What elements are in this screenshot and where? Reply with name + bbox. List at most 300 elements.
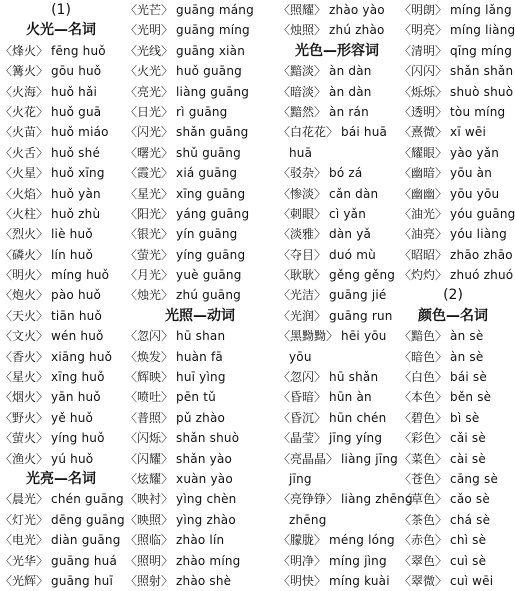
vocab-entry <box>125 347 275 367</box>
entry-word: 〈翠微〉 <box>399 573 448 588</box>
vocab-entry <box>125 428 275 448</box>
entry-pinyin: guāng run <box>329 308 393 323</box>
vocab-entry <box>125 571 275 591</box>
column-2 <box>125 0 275 591</box>
entry-word: 〈日光〉 <box>125 104 174 119</box>
entry-pinyin: duó mù <box>329 247 376 262</box>
entry-word: 〈彩色〉 <box>399 431 448 446</box>
vocab-entry <box>399 265 514 285</box>
entry-pinyin: diàn guāng <box>51 533 121 548</box>
vocab-entry <box>125 367 275 387</box>
vocab-entry <box>278 367 396 387</box>
entry-word: 〈碧色〉 <box>399 410 448 425</box>
entry-word: 〈光线〉 <box>125 43 174 58</box>
entry-pinyin: yáng guāng <box>176 206 250 221</box>
entry-word: 〈昭昭〉 <box>399 247 448 262</box>
entry-pinyin: yuè guāng <box>176 268 242 283</box>
entry-pinyin: cì yǎn <box>329 206 367 221</box>
entry-pinyin: tiān huǒ <box>51 308 102 323</box>
entry-word: 〈电光〉 <box>0 533 49 548</box>
entry-word: 〈火星〉 <box>0 166 49 181</box>
entry-pinyin: bái huā <box>341 125 388 140</box>
entry-pinyin: yōu àn <box>450 166 493 181</box>
entry-pinyin: hū shǎn <box>329 370 379 385</box>
vocab-entry <box>399 204 515 224</box>
entry-pinyin: liàng jīng <box>341 451 398 466</box>
entry-pinyin: xī wēi <box>450 125 486 140</box>
section-number: (2) <box>443 287 463 304</box>
vocab-entry <box>125 285 275 305</box>
entry-pinyin: yóu liàng <box>450 227 507 242</box>
entry-pinyin: guāng jié <box>329 288 387 303</box>
section-heading: 光照—动词 <box>165 307 235 324</box>
vocab-entry <box>125 20 275 40</box>
entry-pinyin: hēi yōu <box>341 329 387 344</box>
entry-pinyin: bó zá <box>329 166 363 181</box>
entry-pinyin: tòu míng <box>450 104 506 119</box>
entry-word: 〈照耀〉 <box>278 3 327 17</box>
entry-pinyin: gěng gěng <box>329 268 396 283</box>
entry-word: 〈暗色〉 <box>399 349 448 364</box>
entry-word: 〈烛光〉 <box>125 288 174 303</box>
entry-word: 〈光洁〉 <box>278 288 327 303</box>
entry-word: 〈炫耀〉 <box>125 471 174 486</box>
entry-word: 〈普照〉 <box>125 410 174 425</box>
vocab-entry <box>278 61 396 81</box>
entry-pinyin: cuì sè <box>450 553 487 568</box>
entry-pinyin: běn sè <box>450 390 492 405</box>
entry-pinyin: xīng guāng <box>176 186 246 201</box>
vocab-entry <box>399 449 507 469</box>
entry-word: 〈焕发〉 <box>125 349 174 364</box>
entry-pinyin: xiá guāng <box>176 166 238 181</box>
vocab-entry <box>278 265 396 285</box>
vocab-entry <box>0 306 122 326</box>
entry-word: 〈光芒〉 <box>125 3 174 17</box>
vocab-entry <box>278 285 396 305</box>
entry-pinyin-continued <box>278 347 396 367</box>
entry-pinyin: zhào míng <box>176 553 241 568</box>
entry-word: 〈耀眼〉 <box>399 145 448 160</box>
vocab-entry <box>0 143 122 163</box>
vocab-entry <box>0 449 122 469</box>
entry-word: 〈映衬〉 <box>125 492 174 507</box>
section-heading: 火光—名词 <box>26 22 96 39</box>
entry-pinyin: míng huǒ <box>51 268 110 283</box>
entry-word: 〈暗淡〉 <box>278 84 327 99</box>
entry-pinyin: bì sè <box>450 410 480 425</box>
entry-pinyin: shǎn guāng <box>176 125 249 140</box>
vocab-entry <box>125 204 275 224</box>
entry-pinyin: liàng zhēng <box>341 492 413 507</box>
vocab-entry <box>125 184 275 204</box>
vocab-entry <box>278 0 396 20</box>
vocab-entry <box>278 326 396 346</box>
entry-word: 〈映照〉 <box>125 512 174 527</box>
entry-pinyin: àn dàn <box>329 84 372 99</box>
entry-pinyin: guāng huī <box>51 573 113 588</box>
vocab-entry <box>125 510 275 530</box>
entry-pinyin: hūn àn <box>329 390 372 405</box>
entry-pinyin: cài sè <box>450 451 486 466</box>
vocab-entry <box>399 428 507 448</box>
vocab-entry <box>399 510 507 530</box>
entry-pinyin: rì guāng <box>176 104 228 119</box>
entry-word: 〈黯淡〉 <box>278 64 327 79</box>
vocab-entry <box>125 61 275 81</box>
entry-word: 〈朦胧〉 <box>278 533 327 548</box>
entry-word: 〈火焰〉 <box>0 186 49 201</box>
entry-word: 〈烈火〉 <box>0 227 49 242</box>
entry-pinyin: yín guāng <box>176 227 238 242</box>
entry-word: 〈油光〉 <box>399 206 448 221</box>
entry-word: 〈闪耀〉 <box>125 451 174 466</box>
vocab-entry <box>399 184 507 204</box>
entry-pinyin: shǎn yào <box>176 451 233 466</box>
entry-pinyin: jīng <box>289 471 312 486</box>
entry-word: 〈光华〉 <box>0 553 49 568</box>
vocab-entry <box>399 489 507 509</box>
entry-pinyin: chén guāng <box>51 492 124 507</box>
vocab-entry <box>399 0 512 20</box>
entry-pinyin: chá sè <box>450 512 491 527</box>
entry-pinyin: cuì wēi <box>450 573 494 588</box>
entry-word: 〈光明〉 <box>125 23 174 38</box>
entry-pinyin: hūn chén <box>329 410 387 425</box>
entry-word: 〈茶色〉 <box>399 512 448 527</box>
entry-pinyin: cǎo sè <box>450 492 490 507</box>
vocab-entry <box>278 489 413 509</box>
vocab-entry <box>125 387 275 407</box>
vocab-entry <box>0 510 125 530</box>
entry-word: 〈刺眼〉 <box>278 206 327 221</box>
entry-word: 〈忽闪〉 <box>278 370 327 385</box>
vocab-entry <box>125 0 275 20</box>
entry-word: 〈熹微〉 <box>399 125 448 140</box>
vocab-entry <box>0 285 122 305</box>
entry-word: 〈火柱〉 <box>0 206 49 221</box>
entry-pinyin: huǒ guāng <box>176 64 242 79</box>
vocab-entry <box>399 347 507 367</box>
vocab-entry <box>278 306 396 326</box>
entry-word: 〈忽闪〉 <box>125 329 174 344</box>
entry-pinyin: míng lǎng <box>450 3 512 17</box>
entry-word: 〈晶莹〉 <box>278 431 327 446</box>
entry-word: 〈黯然〉 <box>278 104 327 119</box>
vocab-entry <box>0 347 122 367</box>
entry-word: 〈黑黝黝〉 <box>278 329 339 344</box>
entry-pinyin: zhāo zhāo <box>450 247 513 262</box>
entry-pinyin: shǎn shuò <box>176 431 240 446</box>
vocab-entry <box>0 530 122 550</box>
entry-word: 〈篝火〉 <box>0 64 49 79</box>
vocab-entry <box>125 41 275 61</box>
entry-pinyin: míng jìng <box>329 553 387 568</box>
entry-pinyin: huàn fā <box>176 349 223 364</box>
entry-word: 〈黯色〉 <box>399 329 448 344</box>
entry-pinyin: huǒ shé <box>51 145 101 160</box>
vocab-entry <box>278 82 396 102</box>
entry-pinyin: yōu yōu <box>450 186 500 201</box>
entry-pinyin: liàng guāng <box>176 84 250 99</box>
entry-word: 〈银光〉 <box>125 227 174 242</box>
entry-pinyin: guāng huá <box>51 553 117 568</box>
entry-pinyin: yān huǒ <box>51 390 101 405</box>
vocab-entry <box>0 265 122 285</box>
vocab-entry <box>399 408 507 428</box>
entry-pinyin: àn sè <box>450 349 484 364</box>
vocab-entry <box>0 367 122 387</box>
entry-pinyin-continued <box>278 143 396 163</box>
entry-word: 〈香火〉 <box>0 349 49 364</box>
vocab-entry <box>125 326 275 346</box>
vocab-entry <box>399 61 514 81</box>
vocab-entry <box>125 163 275 183</box>
entry-word: 〈透明〉 <box>399 104 448 119</box>
vocab-entry <box>278 387 396 407</box>
entry-word: 〈赤色〉 <box>399 533 448 548</box>
entry-word: 〈白花花〉 <box>278 125 339 140</box>
entry-word: 〈阳光〉 <box>125 206 174 221</box>
vocab-entry <box>399 551 507 571</box>
entry-pinyin: àn sè <box>450 329 484 344</box>
vocab-entry <box>0 82 122 102</box>
entry-pinyin: huā <box>289 145 313 160</box>
vocab-entry <box>125 449 275 469</box>
vocab-entry <box>0 122 122 142</box>
entry-pinyin: yíng huǒ <box>51 431 105 446</box>
vocab-entry <box>0 428 122 448</box>
entry-word: 〈光辉〉 <box>0 573 49 588</box>
entry-pinyin: yōu <box>289 349 312 364</box>
entry-word: 〈曙光〉 <box>125 145 174 160</box>
entry-pinyin: àn rán <box>329 104 369 119</box>
entry-pinyin: zhú zhào <box>329 23 385 38</box>
entry-word: 〈明快〉 <box>278 573 327 588</box>
entry-pinyin: zhào yào <box>329 3 385 17</box>
entry-word: 〈惨淡〉 <box>278 186 327 201</box>
column-3 <box>278 0 413 591</box>
vocab-entry <box>125 530 275 550</box>
entry-word: 〈烟火〉 <box>0 390 49 405</box>
vocab-entry <box>125 122 275 142</box>
vocab-entry <box>125 469 275 489</box>
entry-word: 〈白色〉 <box>399 370 448 385</box>
vocab-entry <box>125 224 275 244</box>
entry-word: 〈文火〉 <box>0 329 49 344</box>
entry-word: 〈油亮〉 <box>399 227 448 242</box>
entry-word: 〈闪光〉 <box>125 125 174 140</box>
vocab-entry <box>399 122 507 142</box>
entry-word: 〈照明〉 <box>125 553 174 568</box>
entry-word: 〈光润〉 <box>278 308 327 323</box>
section-heading: 光亮—名词 <box>26 470 96 487</box>
entry-word: 〈本色〉 <box>399 390 448 405</box>
entry-word: 〈清明〉 <box>399 43 448 58</box>
entry-word: 〈火苗〉 <box>0 125 49 140</box>
entry-word: 〈淡雅〉 <box>278 227 327 242</box>
entry-word: 〈菜色〉 <box>399 451 448 466</box>
vocab-entry <box>125 551 275 571</box>
entry-pinyin: huǒ xīng <box>51 166 105 181</box>
vocab-entry <box>278 122 396 142</box>
entry-pinyin: guāng máng <box>176 3 254 17</box>
entry-pinyin: xiāng huǒ <box>51 349 113 364</box>
vocab-entry <box>0 102 122 122</box>
entry-pinyin: zhuó zhuó <box>450 268 514 283</box>
column-1 <box>0 0 125 591</box>
entry-pinyin: jīng yíng <box>329 431 383 446</box>
column-4 <box>399 0 515 591</box>
entry-word: 〈萤光〉 <box>125 247 174 262</box>
vocab-entry <box>125 408 275 428</box>
entry-pinyin: fēng huǒ <box>51 43 106 58</box>
entry-word: 〈草色〉 <box>399 492 448 507</box>
vocab-entry <box>399 326 507 346</box>
entry-pinyin: guāng míng <box>176 23 250 38</box>
vocab-entry <box>125 245 275 265</box>
entry-word: 〈幽幽〉 <box>399 186 448 201</box>
entry-word: 〈驳杂〉 <box>278 166 327 181</box>
entry-pinyin: hū shan <box>176 329 226 344</box>
entry-word: 〈灯光〉 <box>0 512 49 527</box>
vocab-entry <box>0 61 122 81</box>
entry-word: 〈喷吐〉 <box>125 390 174 405</box>
vocab-entry <box>399 20 515 40</box>
vocab-entry <box>278 449 396 469</box>
entry-word: 〈磷火〉 <box>0 247 49 262</box>
entry-pinyin: zhào shè <box>176 573 232 588</box>
entry-pinyin: bái sè <box>450 370 487 385</box>
vocab-entry <box>278 204 396 224</box>
entry-word: 〈照射〉 <box>125 573 174 588</box>
vocab-entry <box>0 245 122 265</box>
vocab-entry <box>399 41 513 61</box>
vocab-entry <box>0 326 122 346</box>
section-heading: 光色—形容词 <box>295 42 379 59</box>
entry-word: 〈亮晶晶〉 <box>278 451 339 466</box>
entry-word: 〈野火〉 <box>0 410 49 425</box>
vocab-entry <box>399 102 507 122</box>
vocab-entry <box>399 163 507 183</box>
entry-word: 〈亮光〉 <box>125 84 174 99</box>
entry-pinyin: zhú guāng <box>176 288 241 303</box>
vocab-entry <box>399 367 507 387</box>
vocab-entry <box>0 224 122 244</box>
entry-word: 〈火光〉 <box>125 64 174 79</box>
entry-word: 〈火花〉 <box>0 104 49 119</box>
entry-pinyin: yú huǒ <box>51 451 94 466</box>
entry-pinyin: pǔ zhào <box>176 410 226 425</box>
vocab-entry <box>399 224 507 244</box>
entry-pinyin: huǒ yàn <box>51 186 101 201</box>
vocab-entry <box>0 184 122 204</box>
entry-word: 〈照临〉 <box>125 533 174 548</box>
entry-word: 〈星火〉 <box>0 370 49 385</box>
entry-pinyin: xuàn yào <box>176 471 233 486</box>
entry-pinyin-continued <box>278 469 396 489</box>
entry-pinyin: liè huǒ <box>51 227 93 242</box>
entry-pinyin: yìng zhào <box>176 512 236 527</box>
entry-word: 〈炮火〉 <box>0 288 49 303</box>
entry-pinyin: pēn tǔ <box>176 390 216 405</box>
vocab-entry <box>399 143 507 163</box>
vocab-entry <box>125 143 275 163</box>
entry-pinyin: yíng guāng <box>176 247 246 262</box>
entry-pinyin: míng liàng <box>450 23 515 38</box>
vocab-entry <box>0 551 122 571</box>
section-heading: 颜色—名词 <box>418 307 488 324</box>
entry-pinyin: cāng sè <box>450 471 499 486</box>
entry-word: 〈昏暗〉 <box>278 390 327 405</box>
entry-pinyin: yào yǎn <box>450 145 500 160</box>
entry-word: 〈夺目〉 <box>278 247 327 262</box>
entry-pinyin: chì sè <box>450 533 487 548</box>
entry-word: 〈天火〉 <box>0 308 49 323</box>
entry-pinyin: cǎi sè <box>450 431 486 446</box>
entry-word: 〈烽火〉 <box>0 43 49 58</box>
entry-pinyin: shuò shuò <box>450 84 514 99</box>
entry-word: 〈明净〉 <box>278 553 327 568</box>
vocab-entry <box>125 265 275 285</box>
entry-word: 〈明火〉 <box>0 268 49 283</box>
entry-pinyin: dēng guāng <box>51 512 125 527</box>
entry-word: 〈翠色〉 <box>399 553 448 568</box>
entry-word: 〈渔火〉 <box>0 451 49 466</box>
entry-word: 〈明亮〉 <box>399 23 448 38</box>
entry-pinyin: huǒ miáo <box>51 125 109 140</box>
entry-word: 〈月光〉 <box>125 268 174 283</box>
entry-pinyin: yóu guāng <box>450 206 515 221</box>
entry-word: 〈耿耿〉 <box>278 268 327 283</box>
vocab-entry <box>278 20 396 40</box>
entry-word: 〈火海〉 <box>0 84 49 99</box>
vocab-entry <box>399 469 507 489</box>
vocab-entry <box>399 387 507 407</box>
entry-pinyin: qīng míng <box>450 43 513 58</box>
entry-pinyin: méng lóng <box>329 533 395 548</box>
entry-pinyin: huǒ zhù <box>51 206 101 221</box>
vocab-entry <box>0 41 122 61</box>
entry-pinyin: guāng xiàn <box>176 43 246 58</box>
vocab-entry <box>0 387 122 407</box>
entry-pinyin: huī yìng <box>176 370 226 385</box>
vocab-entry <box>0 204 122 224</box>
vocab-entry <box>125 489 275 509</box>
entry-pinyin: dàn yǎ <box>329 227 372 242</box>
entry-pinyin: wén huǒ <box>51 329 104 344</box>
vocab-entry <box>278 102 396 122</box>
entry-word: 〈烛照〉 <box>278 23 327 38</box>
entry-pinyin: huǒ guā <box>51 104 102 119</box>
entry-word: 〈亮铮铮〉 <box>278 492 339 507</box>
entry-word: 〈明朗〉 <box>399 3 448 17</box>
vocab-entry <box>278 530 396 550</box>
entry-word: 〈萤火〉 <box>0 431 49 446</box>
section-number: (1) <box>51 2 71 18</box>
entry-word: 〈火舌〉 <box>0 145 49 160</box>
entry-pinyin: àn dàn <box>329 64 372 79</box>
entry-word: 〈闪闪〉 <box>399 64 448 79</box>
entry-word: 〈烁烁〉 <box>399 84 448 99</box>
vocab-entry <box>125 82 275 102</box>
vocab-entry <box>278 245 396 265</box>
entry-word: 〈星光〉 <box>125 186 174 201</box>
entry-pinyin: gōu huǒ <box>51 64 102 79</box>
entry-pinyin: lín huǒ <box>51 247 94 262</box>
entry-pinyin: shǔ guāng <box>176 145 241 160</box>
vocab-entry <box>278 551 396 571</box>
